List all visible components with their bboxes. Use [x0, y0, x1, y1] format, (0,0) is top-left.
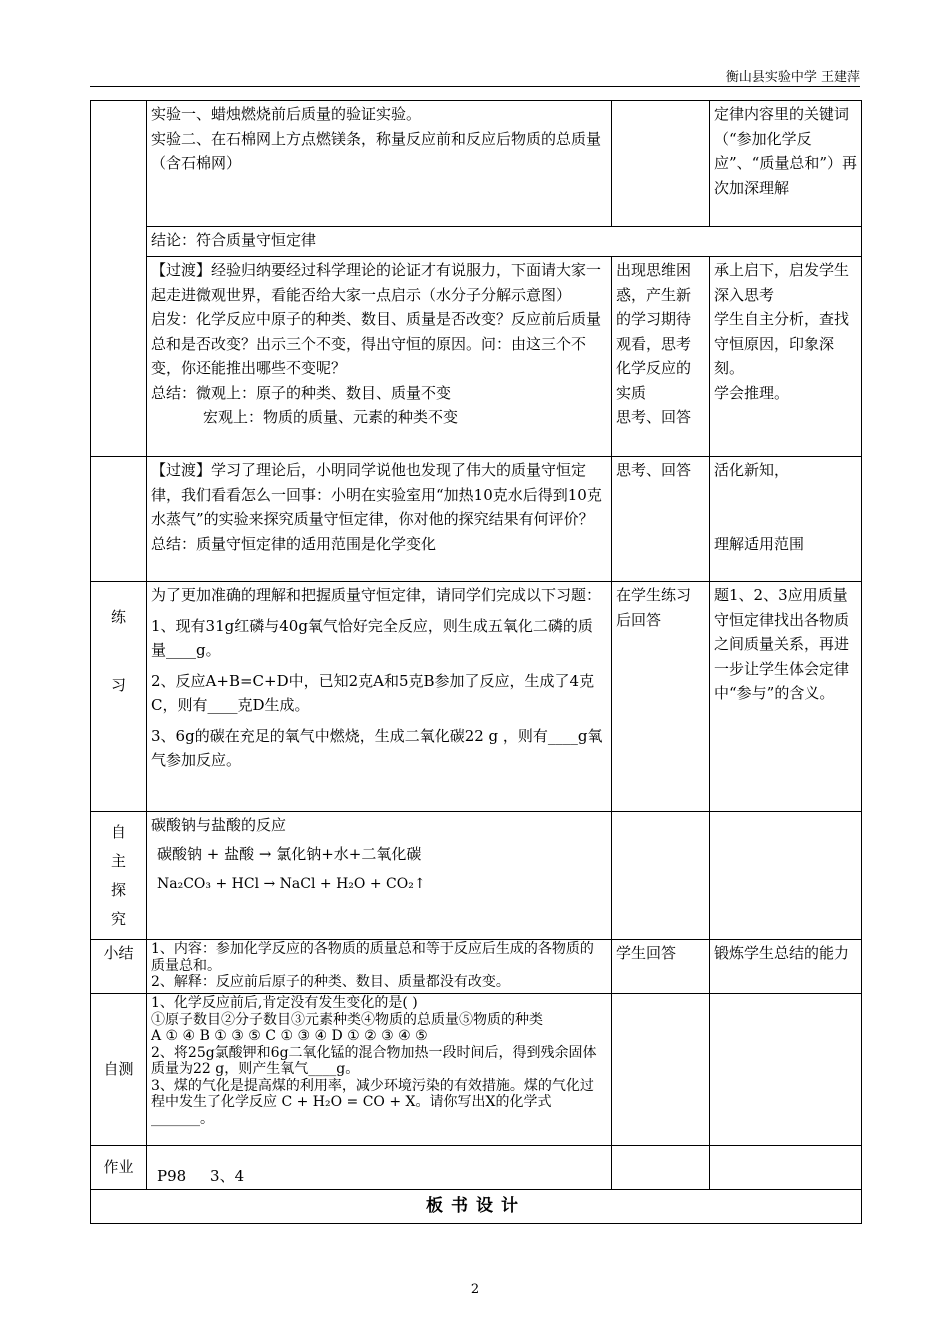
summary-content: 1、内容：参加化学反应的各物质的质量总和等于反应后生成的各物质的质量总和。 2、解释：反应前后原子的种类、数目、质量都没有改变。	[147, 940, 612, 994]
practice-intro: 为了更加准确的理解和把握质量守恒定律，请同学们完成以下习题：	[151, 586, 602, 604]
selftest-content: 1、化学反应前后,肯定没有发生变化的是( ) ①原子数目②分子数目③元素种类④物质的总质量⑤物质的种类 A ① ④ B ① ③ ⑤ C ① ③ ④ D ① ② ③ ④ ⑤ 2、将25g氯酸钾和6g二氧化锰的混合物加热一段时间后，得到残余固体质量为22 g，则产生氧气____g。 3、煤的气化是提高煤的利用率，减少环境污染的有效措施。煤的气化过程中发生了化学反应 C + H₂O = CO + X。请你写出X的化学式_______。	[147, 994, 612, 1146]
practice-q1: 1、现有31g红磷与40g氧气恰好完全反应，则生成五氧化二磷的质量____g。	[151, 616, 593, 659]
practice-student: 在学生练习后回答	[612, 582, 710, 812]
row-experiment	[91, 101, 862, 227]
explore-intent	[710, 812, 862, 940]
homework-student	[612, 1146, 710, 1190]
summary-student: 学生回答	[612, 940, 710, 994]
micro-transition: 【过渡】经验归纳要经过科学理论的论证才有说服力，下面请大家一起走进微观世界，看能否给大家一点启示（水分子分解示意图）	[151, 261, 602, 304]
practice-q2: 2、反应A+B=C+D中，已知2克A和5克B参加了反应，生成了4克C，则有____克D生成。	[151, 671, 595, 714]
lesson-plan-table	[90, 100, 862, 1224]
page-number: 2	[470, 1282, 480, 1297]
homework-content: P98 3、4	[147, 1146, 612, 1190]
explore-label: 自 主 探 究	[91, 812, 147, 940]
macro-summary: 宏观上：物质的质量、元素的种类不变	[203, 408, 459, 426]
row-summary	[91, 940, 862, 994]
experiment-2: 实验二、在石棉网上方点燃镁条，称量反应前和反应后物质的总质量（含石棉网）	[151, 129, 602, 172]
header-rule	[90, 86, 860, 87]
selftest-intent	[710, 994, 862, 1146]
scope-student: 思考、回答	[612, 457, 710, 582]
explore-formula-equation: Na₂CO₃ + HCl → NaCl + H₂O + CO₂↑	[157, 876, 426, 892]
scope-transition: 【过渡】学习了理论后，小明同学说他也发现了伟大的质量守恒定律，我们看看怎么一回事：小明在实验室用“加热10克水后得到10克水蒸气”的实验来探究质量守恒定律，你对他的探究结果有何评价？	[151, 461, 602, 528]
experiment-1: 实验一、蜡烛燃烧前后质量的验证实验。	[151, 105, 422, 123]
experiment-content	[147, 101, 612, 227]
row-practice	[91, 582, 862, 812]
scope-intent-b: 理解适用范围	[714, 534, 805, 553]
conclusion-text: 结论：符合质量守恒定律	[147, 227, 862, 257]
row-explore	[91, 812, 862, 940]
selftest-student	[612, 994, 710, 1146]
header-school-author: 衡山县实验中学 王建萍	[725, 70, 860, 85]
practice-intent: 题1、2、3应用质量守恒定律找出各物质之间质量关系，再进一步让学生体会定律中“参与”的含义。	[710, 582, 862, 812]
explore-content	[147, 812, 612, 940]
homework-label: 作业	[91, 1146, 147, 1190]
experiment-student	[612, 101, 710, 227]
explore-title: 碳酸钠与盐酸的反应	[151, 816, 287, 834]
board-design-title: 板书设计	[91, 1190, 862, 1224]
row-selftest	[91, 994, 862, 1146]
micro-content	[147, 257, 612, 457]
explore-word-equation: 碳酸钠 + 盐酸 → 氯化钠+水+二氧化碳	[157, 844, 422, 863]
row-board-design	[91, 1190, 862, 1224]
practice-content	[147, 582, 612, 812]
experiment-intent: 定律内容里的关键词（“参加化学反应”、“质量总和”）再次加深理解	[710, 101, 862, 227]
micro-student: 出现思维困惑，产生新的学习期待 观看，思考化学反应的实质 思考、回答	[612, 257, 710, 457]
micro-inspire: 启发：化学反应中原子的种类、数目、质量是否改变？反应前后质量总和是否改变？出示三个不变，得出守恒的原因。问：由这三个不变，你还能推出哪些不变呢？	[151, 310, 602, 377]
row-micro	[91, 257, 862, 457]
row-conclusion	[91, 227, 862, 257]
explore-student	[612, 812, 710, 940]
section-label-cell	[91, 101, 147, 457]
practice-label: 练 习	[91, 582, 147, 812]
row-homework	[91, 1146, 862, 1190]
scope-content	[147, 457, 612, 582]
scope-label-cell	[91, 457, 147, 582]
scope-summary: 总结：质量守恒定律的适用范围是化学变化	[151, 534, 437, 553]
row-scope	[91, 457, 862, 582]
micro-summary: 总结：微观上：原子的种类、数目、质量不变	[151, 383, 452, 402]
summary-label: 小结	[91, 940, 147, 994]
summary-intent: 锻炼学生总结的能力	[710, 940, 862, 994]
scope-intent-a: 活化新知，	[714, 461, 790, 479]
selftest-label: 自测	[91, 994, 147, 1146]
homework-intent	[710, 1146, 862, 1190]
practice-q3: 3、6g的碳在充足的氧气中燃烧，生成二氧化碳22 g ，则有____g氧气参加反应。	[151, 726, 603, 769]
scope-intent	[710, 457, 862, 582]
micro-intent: 承上启下，启发学生深入思考 学生自主分析，查找守恒原因，印象深刻。 学会推理。	[710, 257, 862, 457]
